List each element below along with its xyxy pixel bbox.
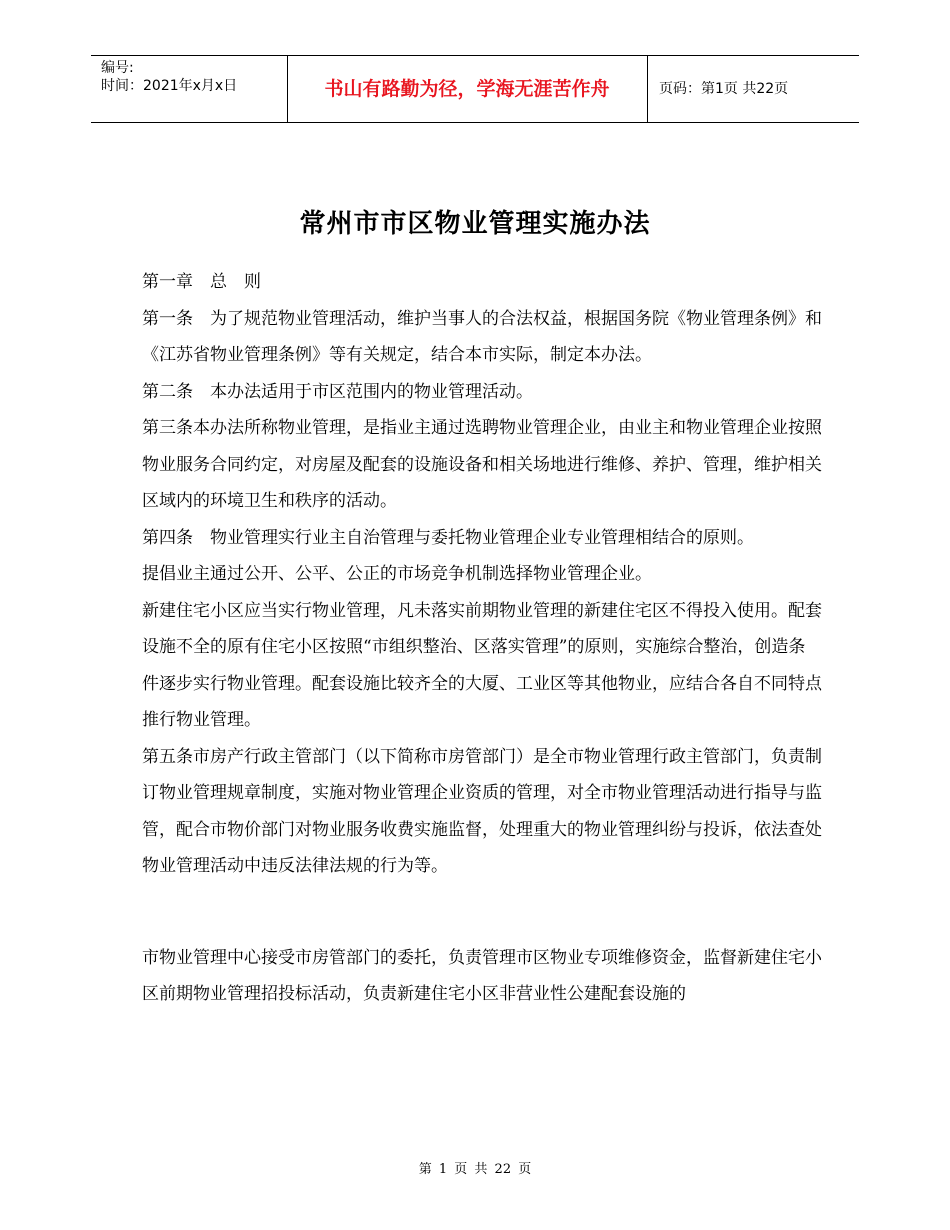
document-title: 常州市市区物业管理实施办法	[299, 209, 651, 239]
header-motto: 书山有路勤为径，学海无涯苦作舟	[324, 78, 610, 100]
header-page-number: 页码：第1页 共22页	[659, 81, 789, 97]
page-header	[91, 55, 859, 123]
chapter-heading: 第一章 总 则	[142, 272, 261, 292]
page-footer: 第 1 页 共 22 页	[418, 1162, 532, 1177]
paragraph-spacer	[142, 885, 822, 940]
header-divider	[647, 56, 648, 122]
document-body	[142, 264, 822, 1013]
article-4-paragraph-2: 提倡业主通过公开、公平、公正的市场竞争机制选择物业管理企业。	[142, 564, 652, 584]
article-4-paragraph-3: 新建住宅小区应当实行物业管理，凡未落实前期物业管理的新建住宅区不得投入使用。配套设施不全的原有住宅小区按照“市组织整治、区落实管理”的原则，实施综合整治，创造条件逐步实行物业管理。配套设施比较齐全的大厦、工业区等其他物业，应结合各自不同特点推行物业管理。	[142, 600, 822, 730]
time-label: 时间：2021年x月x日	[101, 78, 238, 94]
header-meta	[101, 59, 237, 95]
article-4: 第四条 物业管理实行业主自治管理与委托物业管理企业专业管理相结合的原则。	[142, 527, 754, 548]
number-label: 编号:	[101, 60, 134, 76]
article-3: 第三条本办法所称物业管理，是指业主通过选聘物业管理企业，由业主和物业管理企业按照物业服务合同约定，对房屋及配套的设施设备和相关场地进行维修、养护、管理，维护相关区域内的环境卫生和秩序的活动。	[142, 418, 822, 511]
article-5: 第五条市房产行政主管部门（以下简称市房管部门）是全市物业管理行政主管部门，负责制订物业管理规章制度，实施对物业管理企业资质的管理，对全市物业管理活动进行指导与监管，配合市物价部门对物业服务收费实施监督，处理重大的物业管理纠纷与投诉，依法查处物业管理活动中违反法律法规的行为等。	[142, 746, 822, 876]
article-5-paragraph-2: 市物业管理中心接受市房管部门的委托，负责管理市区物业专项维修资金，监督新建住宅小区前期物业管理招投标活动，负责新建住宅小区非营业性公建配套设施的	[142, 947, 822, 1004]
article-1: 第一条 为了规范物业管理活动，维护当事人的合法权益，根据国务院《物业管理条例》和《江苏省物业管理条例》等有关规定，结合本市实际，制定本办法。	[142, 308, 822, 365]
article-2: 第二条 本办法适用于市区范围内的物业管理活动。	[142, 381, 533, 402]
